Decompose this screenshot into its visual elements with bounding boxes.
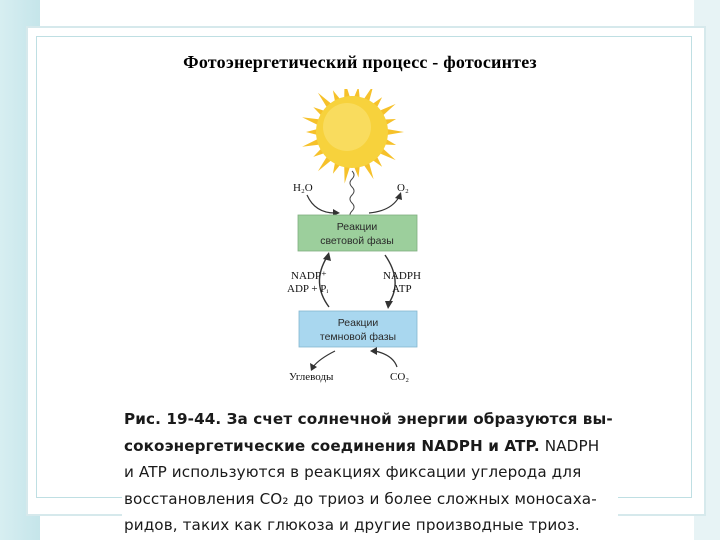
label-co2: CO₂ — [390, 371, 410, 383]
label-nadp-plus: NADP⁺ — [291, 270, 327, 282]
caption-line-4 — [124, 486, 618, 513]
dark-box-line1: Реакции — [337, 317, 379, 329]
co2-arrow — [375, 351, 397, 367]
carbs-arrow — [313, 351, 335, 367]
caption-line2-rest-text: NADPH — [539, 436, 600, 455]
light-box-line1: Реакции — [336, 221, 378, 233]
caption-line-1 — [124, 406, 618, 433]
caption-line-3 — [124, 459, 618, 486]
caption-line5-text: ридов, таких как глюкоза и другие производные триоз. — [124, 516, 580, 534]
caption-line1-text: Рис. 19-44. За счет солнечной энергии образуются вы- — [124, 410, 613, 428]
label-carbs: Углеводы — [289, 371, 334, 383]
caption-line3-text: и ATP используются в реакциях фиксации углерода для — [124, 463, 582, 481]
light-ray-squiggle — [350, 171, 354, 219]
slide-title: Фотоэнергетический процесс - фотосинтез — [183, 52, 537, 72]
label-atp: ATP — [392, 283, 412, 295]
dark-box-line2: темновой фазы — [319, 331, 397, 343]
cycle-left-arrow — [319, 257, 329, 307]
caption-line-5 — [124, 512, 618, 539]
photosynthesis-diagram — [207, 89, 495, 385]
sun-ray — [386, 129, 404, 135]
label-h2o: H₂O — [293, 182, 313, 194]
cycle-right-arrowhead — [385, 301, 393, 309]
label-adp-pi: ADP + Pᵢ — [287, 283, 329, 295]
o2-arrow — [369, 197, 399, 213]
sun-highlight — [323, 103, 371, 151]
h2o-arrow — [307, 195, 335, 213]
light-box-line2: световой фазы — [320, 235, 394, 247]
label-o2: O₂ — [397, 182, 409, 194]
sun-icon — [302, 89, 404, 184]
co2-arrowhead — [370, 347, 377, 355]
caption-line4-text: восстановления CO₂ до триоз и более сложных моносаха- — [124, 489, 597, 508]
cycle-left-arrowhead — [323, 252, 331, 261]
label-nadph: NADPH — [383, 270, 421, 282]
caption-line2-bold-text: сокоэнергетические соединения NADPH и ATP. — [124, 436, 540, 455]
caption-line-2 — [124, 433, 618, 460]
figure-caption — [122, 402, 618, 540]
